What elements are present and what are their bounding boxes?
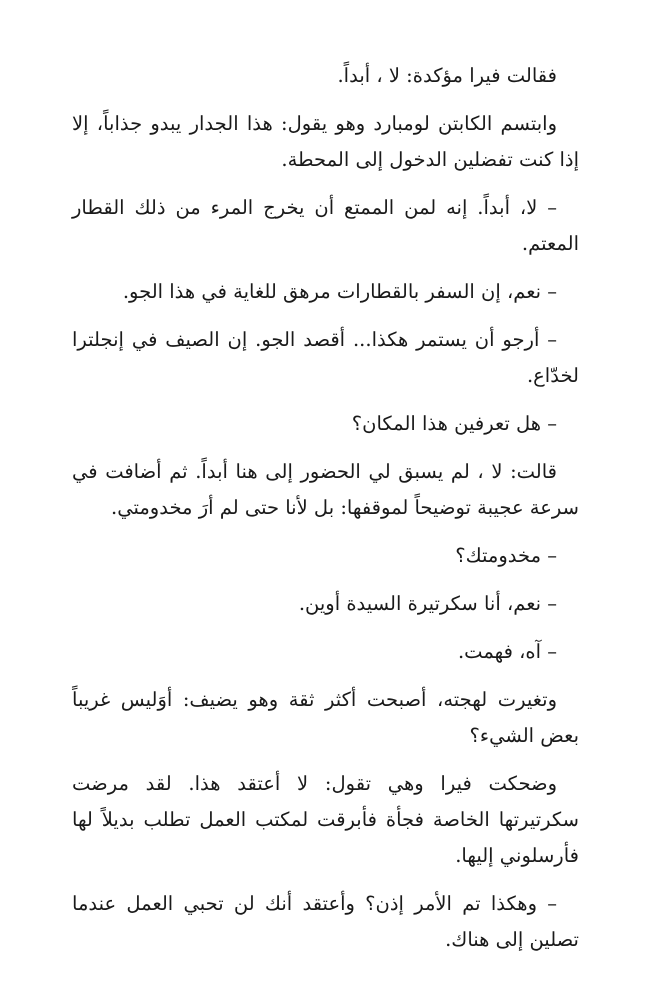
- paragraph-10: – آه، فهمت.: [457, 640, 557, 663]
- paragraph-2: وابتسم الكابتن لومبارد وهو يقول: هذا الجدار يبدو جذاباً، إلا إذا كنت تفضلين الدخول إلى المحطة.: [72, 112, 579, 171]
- paragraph-12: وضحكت فيرا وهي تقول: لا أعتقد هذا. لقد مرضت سكرتيرتها الخاصة فجأة فأبرقت لمكتب العمل تطلب بديلاً لها فأرسلوني إليها.: [72, 772, 579, 867]
- paragraph-5: – أرجو أن يستمر هكذا... أقصد الجو. إن الصيف في إنجلترا لخدّاع.: [72, 328, 579, 387]
- paragraph-4: – نعم، إن السفر بالقطارات مرهق للغاية في هذا الجو.: [122, 280, 557, 303]
- paragraph-13: – وهكذا تم الأمر إذن؟ وأعتقد أنك لن تحبي العمل عندما تصلين إلى هناك.: [72, 892, 579, 951]
- paragraph-9: – نعم، أنا سكرتيرة السيدة أوين.: [298, 592, 557, 615]
- paragraph-6: – هل تعرفين هذا المكان؟: [351, 412, 557, 435]
- paragraph-3: – لا، أبداً. إنه لمن الممتع أن يخرج المرء من ذلك القطار المعتم.: [72, 196, 579, 255]
- paragraph-7: قالت: لا ، لم يسبق لي الحضور إلى هنا أبداً. ثم أضافت في سرعة عجيبة توضيحاً لموقفها: بل لأنا حتى لم أرَ مخدومتي.: [72, 460, 579, 519]
- paragraph-1: فقالت فيرا مؤكدة: لا ، أبداً.: [337, 64, 557, 87]
- paragraph-11: وتغيرت لهجته، أصبحت أكثر ثقة وهو يضيف: أوَليس غريباً بعض الشيء؟: [72, 688, 579, 747]
- paragraph-8: – مخدومتك؟: [455, 544, 557, 567]
